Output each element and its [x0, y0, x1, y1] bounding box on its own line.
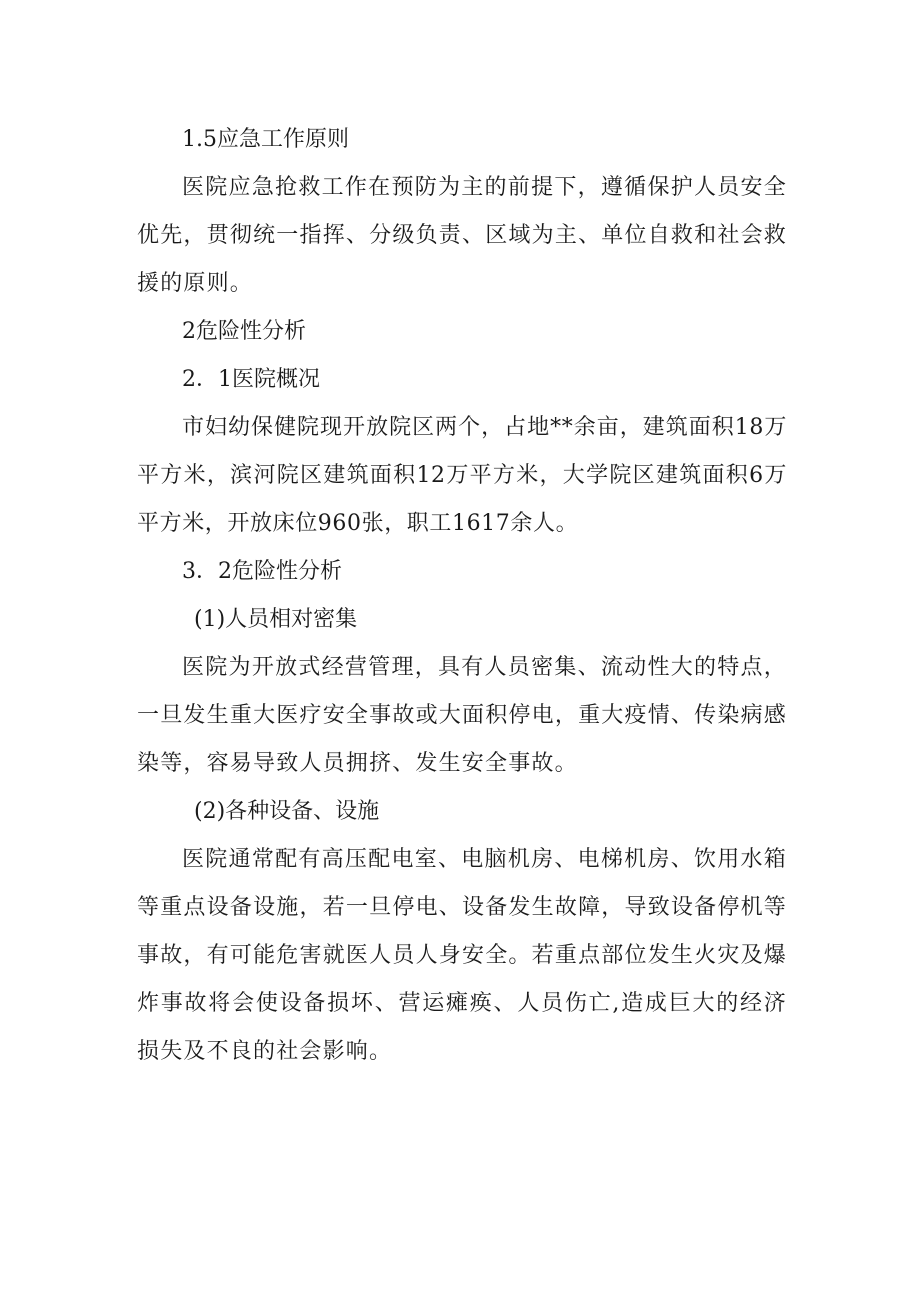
paragraph-crowded-personnel: 医院为开放式经营管理，具有人员密集、流动性大的特点，一旦发生重大医疗安全事故或大面积停电，重大疫情、传染病感染等，容易导致人员拥挤、发生安全事故。 — [137, 655, 787, 776]
section-heading-2-1: 2．1医院概况 — [182, 367, 320, 392]
section-heading-1-5: 1.5应急工作原则 — [182, 127, 349, 152]
subheading-crowded-personnel: (1)人员相对密集 — [194, 607, 358, 632]
paragraph-emergency-principles: 医院应急抢救工作在预防为主的前提下，遵循保护人员安全优先，贯彻统一指挥、分级负责、区域为主、单位自救和社会救援的原则。 — [137, 175, 787, 296]
document-body — [137, 116, 787, 1076]
paragraph-hospital-overview: 市妇幼保健院现开放院区两个，占地**余亩，建筑面积18万平方米，滨河院区建筑面积12万平方米，大学院区建筑面积6万平方米，开放床位960张，职工1617余人。 — [137, 415, 787, 536]
paragraph-equipment-facilities: 医院通常配有高压配电室、电脑机房、电梯机房、饮用水箱等重点设备设施，若一旦停电、设备发生故障，导致设备停机等事故，有可能危害就医人员人身安全。若重点部位发生火灾及爆炸事故将会使设备损坏、营运瘫痪、人员伤亡,造成巨大的经济损失及不良的社会影响。 — [137, 847, 787, 1064]
section-heading-3-2: 3．2危险性分析 — [182, 559, 342, 584]
subheading-equipment-facilities: (2)各种设备、设施 — [194, 799, 380, 824]
section-heading-2: 2危险性分析 — [182, 319, 306, 344]
